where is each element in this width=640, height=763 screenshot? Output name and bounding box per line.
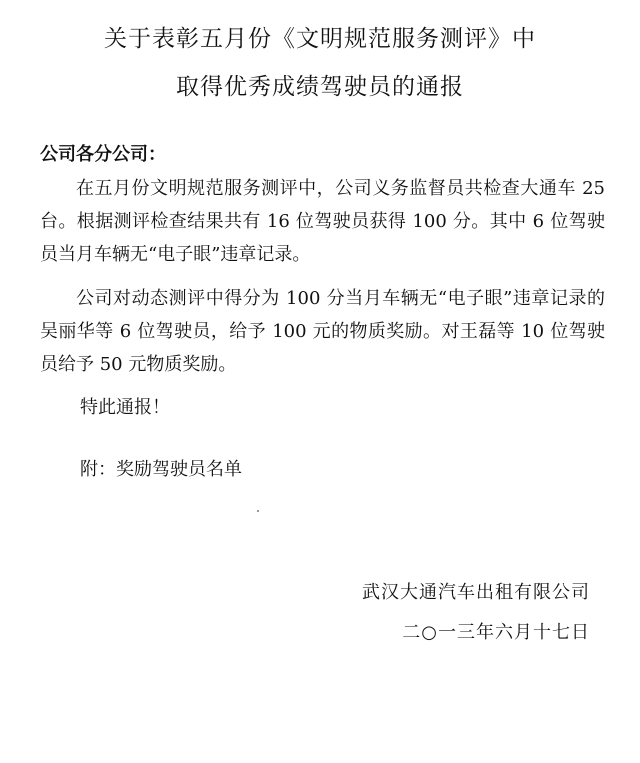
scan-speck [257,510,259,512]
document-title-line-1: 关于表彰五月份《文明规范服务测评》中 [104,26,536,52]
salutation: 公司各分公司： [40,144,166,165]
closing-remark: 特此通报！ [80,397,170,418]
issue-date: 二○一三年六月十七日 [402,622,590,643]
issuing-organization: 武汉大通汽车出租有限公司 [362,582,590,603]
document-title-line-2: 取得优秀成绩驾驶员的通报 [176,74,464,100]
body-paragraph-1: 在五月份文明规范服务测评中，公司义务监督员共检查大通车 25 台。根据测评检查结果共有 16 位驾驶员获得 100 分。其中 6 位驾驶员当月车辆无“电子眼”违章记录。 [40,178,605,265]
body-paragraph-2: 公司对动态测评中得分为 100 分当月车辆无“电子眼”违章记录的吴丽华等 6 位驾驶员，给予 100 元的物质奖励。对王磊等 10 位驾驶员给予 50 元物质奖励。 [40,288,605,375]
attachment-note: 附：奖励驾驶员名单 [80,459,242,480]
